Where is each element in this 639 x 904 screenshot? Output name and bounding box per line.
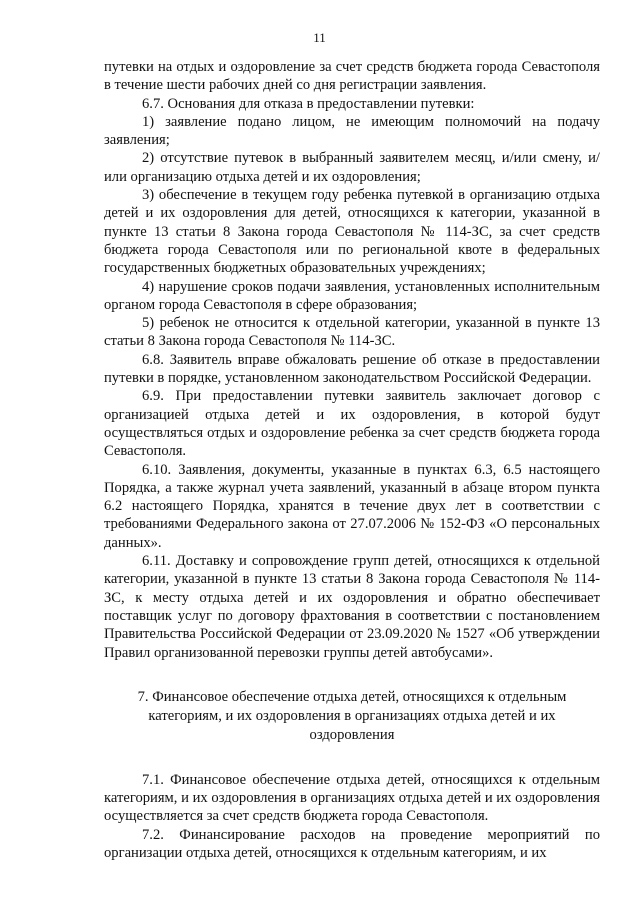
paragraph-6-9: 6.9. При предоставлении путевки заявитель заключает договор с организацией отдыха детей и их оздоровления, в которой будут осуществляться отдых и оздоровление ребенка за счет средств бюджета города Севастополя. — [104, 388, 600, 460]
paragraph-continuation: путевки на отдых и оздоровление за счет средств бюджета города Севастополя в течение шести рабочих дней со дня регистрации заявления. — [104, 59, 600, 94]
paragraph-6-8: 6.8. Заявитель вправе обжаловать решение об отказе в предоставлении путевки в порядке, установленном законодательством Российской Федерации. — [104, 351, 600, 387]
paragraph-7-1: 7.1. Финансовое обеспечение отдыха детей, относящихся к отдельным категориям, и их оздоровления в организациях отдыха детей и их оздоровления осуществляется за счет средств бюджета города Севастополя. — [104, 771, 600, 825]
list-item-1: 1) заявление подано лицом, не имеющим полномочий на подачу заявления; — [104, 113, 600, 149]
list-item-3: 3) обеспечение в текущем году ребенка путевкой в организацию отдыха детей и их оздоровления для детей, относящихся к категории, указанной в пункте 13 статьи 8 Закона города Севастополя № 114-ЗС, за счет средств бюджета города Севастополя или по региональной квоте в федеральных государственных бюджетных образовательных учреждениях; — [104, 187, 600, 277]
page-number: 11 — [313, 30, 326, 45]
paragraph-6-10: 6.10. Заявления, документы, указанные в пунктах 6.3, 6.5 настоящего Порядка, а также журнал учета заявлений, указанный в абзаце втором пункта 6.2 настоящего Порядка, хранятся в течение двух лет в соответствии с требованиями Федерального закона от 27.07.2006 № 152-ФЗ «О персональных данных». — [104, 461, 600, 551]
paragraph-6-11: 6.11. Доставку и сопровождение групп детей, относящихся к отдельной категории, указанной в пункте 13 статьи 8 Закона города Севастополя № 114-ЗС, к месту отдыха детей и их оздоровления и обратно обеспечивает поставщик услуг по договору фрахтования в соответствии с постановлением Правительства Российской Федерации от 23.09.2020 № 1527 «Об утверждении Правил организованной перевозки группы детей автобусами». — [104, 553, 600, 661]
list-item-4: 4) нарушение сроков подачи заявления, установленных исполнительным органом города Севастополя в сфере образования; — [104, 278, 600, 313]
list-item-5: 5) ребенок не относится к отдельной категории, указанной в пункте 13 статьи 8 Закона города Севастополя № 114-ЗС. — [104, 315, 600, 350]
paragraph-7-2: 7.2. Финансирование расходов на проведение мероприятий по организации отдыха детей, относящихся к отдельным категориям, и их — [104, 826, 600, 861]
document-body — [104, 58, 600, 862]
list-item-2: 2) отсутствие путевок в выбранный заявителем месяц, и/или смену, и/или организацию отдыха детей и их оздоровления; — [104, 150, 600, 185]
section-heading: 7. Финансовое обеспечение отдыха детей, относящихся к отдельным категориям, и их оздоровления в организациях отдыха детей и их оздоровления — [137, 688, 567, 743]
section-spacer — [104, 745, 600, 771]
paragraph-6-7: 6.7. Основания для отказа в предоставлении путевки: — [142, 95, 475, 112]
